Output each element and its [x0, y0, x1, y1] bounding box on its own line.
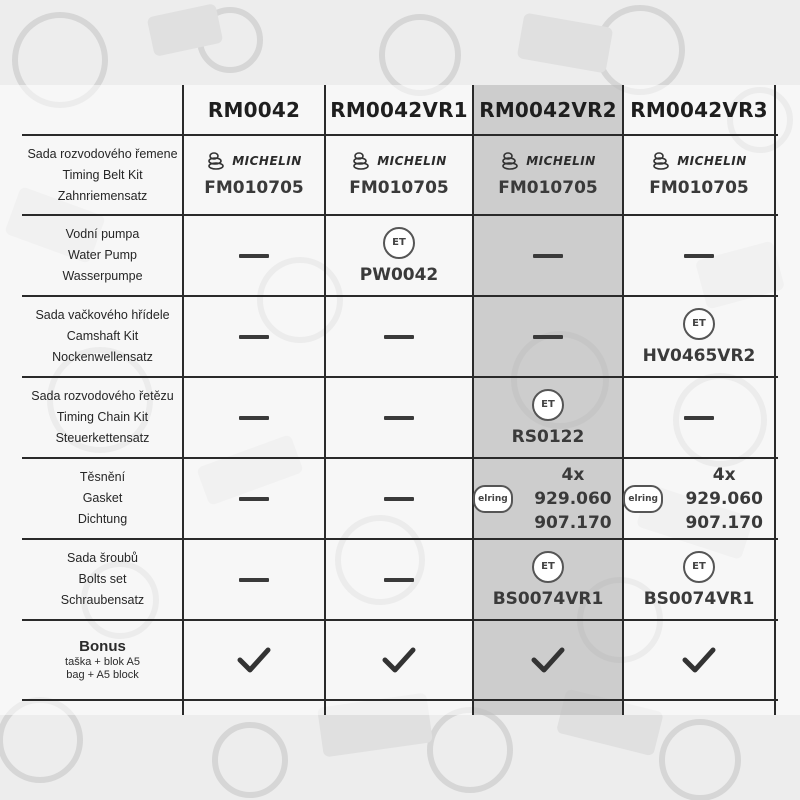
column-header-rm0042: RM0042 [207, 98, 301, 122]
michelin-logo: MICHELIN [651, 152, 747, 170]
michelin-man-icon [500, 152, 522, 170]
row-label-timing-belt: Sada rozvodového řemene Timing Belt Kit Zahnriemensatz [27, 146, 178, 203]
michelin-man-icon [651, 152, 673, 170]
bonus-rm0042vr1 [325, 620, 473, 700]
timing-belt-rm0042vr3: MICHELIN FM010705 [649, 154, 749, 198]
timing-chain-rm0042 [183, 377, 325, 458]
michelin-man-icon [206, 152, 228, 170]
elring-logo: elring [623, 485, 663, 513]
row-label-bolts: Sada šroubů Bolts set Schraubensatz [60, 551, 145, 607]
bolts-rm0042 [183, 539, 325, 620]
gasket-rm0042vr1 [325, 458, 473, 539]
row-label-bonus: Bonus taška + blok A5 bag + A5 block [65, 638, 140, 681]
timing-belt-rm0042: MICHELIN FM010705 [204, 154, 304, 198]
timing-chain-rm0042vr2: ET RS0122 [473, 377, 623, 458]
gasket-rm0042vr3: elring 4x 929.060 907.170 [623, 458, 775, 539]
checkmark-icon [237, 646, 271, 674]
timing-belt-rm0042vr1: MICHELIN FM010705 [349, 154, 449, 198]
et-engineteam-logo: ET [683, 308, 715, 340]
timing-chain-rm0042vr3 [623, 377, 775, 458]
camshaft-rm0042vr1 [325, 296, 473, 377]
row-label-water-pump: Vodní pumpa Water Pump Wasserpumpe [62, 227, 143, 283]
column-header-rm0042vr1: RM0042VR1 [330, 98, 468, 122]
camshaft-rm0042vr3: ET HV0465VR2 [623, 296, 775, 377]
row-label-gasket: Těsnění Gasket Dichtung [77, 470, 128, 526]
not-included-dash [684, 416, 714, 420]
michelin-logo: MICHELIN [351, 152, 447, 170]
not-included-dash [384, 335, 414, 339]
water-pump-rm0042vr2 [473, 215, 623, 296]
not-included-dash [384, 497, 414, 501]
bonus-rm0042 [183, 620, 325, 700]
column-header-rm0042vr3: RM0042VR3 [630, 98, 768, 122]
not-included-dash [384, 578, 414, 582]
gasket-rm0042vr2: elring 4x 929.060 907.170 [473, 458, 623, 539]
not-included-dash [384, 416, 414, 420]
gasket-rm0042 [183, 458, 325, 539]
bolts-rm0042vr2: ET BS0074VR1 [473, 539, 623, 620]
checkmark-icon [682, 646, 716, 674]
not-included-dash [239, 416, 269, 420]
not-included-dash [533, 335, 563, 339]
timing-chain-rm0042vr1 [325, 377, 473, 458]
bolts-rm0042vr3: ET BS0074VR1 [623, 539, 775, 620]
row-label-timing-chain: Sada rozvodového řetězu Timing Chain Kit Steuerkettensatz [31, 389, 174, 445]
michelin-man-icon [351, 152, 373, 170]
elring-logo: elring [473, 485, 513, 513]
bonus-rm0042vr2 [473, 620, 623, 700]
camshaft-rm0042vr2 [473, 296, 623, 377]
not-included-dash [239, 497, 269, 501]
michelin-logo: MICHELIN [500, 152, 596, 170]
not-included-dash [239, 578, 269, 582]
not-included-dash [239, 335, 269, 339]
et-engineteam-logo: ET [532, 551, 564, 583]
checkmark-icon [382, 646, 416, 674]
camshaft-rm0042 [183, 296, 325, 377]
column-header-rm0042vr2: RM0042VR2 [479, 98, 617, 122]
water-pump-rm0042 [183, 215, 325, 296]
water-pump-rm0042vr3 [623, 215, 775, 296]
checkmark-icon [531, 646, 565, 674]
michelin-logo: MICHELIN [206, 152, 302, 170]
et-engineteam-logo: ET [683, 551, 715, 583]
et-engineteam-logo: ET [383, 227, 415, 259]
not-included-dash [239, 254, 269, 258]
not-included-dash [533, 254, 563, 258]
water-pump-rm0042vr1: ET PW0042 [325, 215, 473, 296]
bonus-rm0042vr3 [623, 620, 775, 700]
timing-belt-rm0042vr2: MICHELIN FM010705 [498, 154, 598, 198]
et-engineteam-logo: ET [532, 389, 564, 421]
row-label-camshaft: Sada vačkového hřídele Camshaft Kit Nockenwellensatz [35, 308, 170, 364]
bolts-rm0042vr1 [325, 539, 473, 620]
not-included-dash [684, 254, 714, 258]
